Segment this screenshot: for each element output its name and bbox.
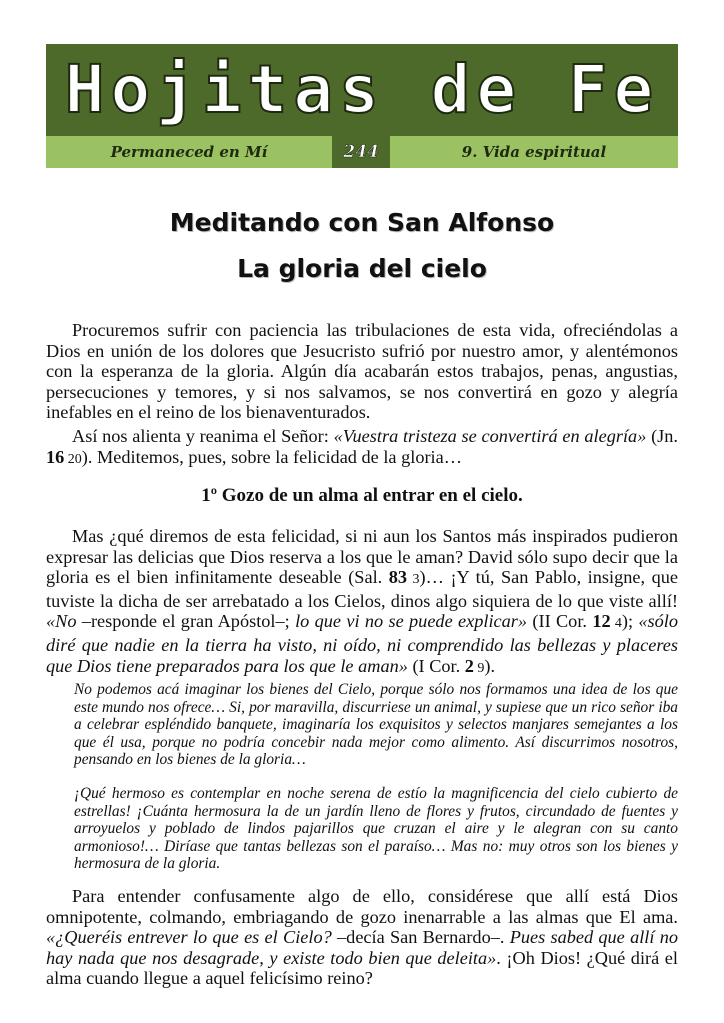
ref-chapter: 2 [464,655,474,676]
masthead [46,44,678,168]
section-heading: 1º Gozo de un alma al entrar en el cielo. [201,485,523,506]
ref-verse: 9 [473,660,485,676]
ref-verse: 20 [64,451,82,467]
ref-chapter: 16 [46,446,65,467]
quote-block-2: ¡Qué hermoso es contemplar en noche serena de estío la magnificencia del cielo cubierto de estrellas! ¡Cuánta hermosura la de un jardín lleno de flores y frutos, circundado de fuentes y arroyuelos y poblado de lindos pajarillos que cruzan el aire y le alegran con su canto armonioso!… Diríase que tantas bellezas son el paraíso… Mas no: muy otros son los bienes y hermosura de la gloria. [74,785,678,873]
section-name: 9. Vida espiritual [461,143,607,161]
paragraph-3: Mas ¿qué diremos de esta felicidad, si ni aun los Santos más inspirados pudieron expresar las delicias que Dios reserva a los que le aman? David sólo supo decir que la gloria es el bien infinitamente deseable (Sal. 83 3)… ¡Y tú, San Pablo, insigne, que tuviste la dicha de ser arrebatado a los Cielos, dinos algo siquiera de lo que viste allí! «No –responde el gran Apóstol–; lo que vi no se puede explicar» (II Cor. 12 4); «sólo diré que nadie en la tierra ha visto, ni oído, ni comprendido las bellezas y placeres que Dios tiene preparados para los que le aman» (I Cor. 2 9). [46,526,678,676]
article-supertitle: Meditando con San Alfonso [169,208,555,237]
publication-title: Hojitas de Fe [64,51,660,128]
ref-chapter: 12 [592,611,611,632]
ref-verse: 4 [610,616,622,632]
series-name: Permaneced en Mí [110,143,268,161]
ref-verse: 3 [407,572,420,588]
paragraph-4: Para entender confusamente algo de ello, considérese que allí está Dios omnipotente, colmando, embriagando de gozo inenarrable a las almas que El ama. «¿Queréis entrever lo que es el Cielo? –decía San Bernardo–. Pues sabed que allí no hay nada que nos desagrade, y existe todo bien que deleita». ¡Oh Dios! ¿Qué dirá el alma cuando llegue a aquel felicísimo reino? [46,886,678,989]
paragraph-1: Procuremos sufrir con paciencia las tribulaciones de esta vida, ofreciéndolas a Dios en unión de los dolores que Jesucristo sufrió por nuestro amor, y alentémonos con la esperanza de la gloria. Algún día acabarán estos trabajos, penas, angustias, persecuciones y temores, y si nos salvamos, se nos convertirá en gozo y alegría inefables en el reino de los bienaventurados. [46,320,678,423]
quote-block-1: No podemos acá imaginar los bienes del Cielo, porque sólo nos formamos una idea de los que este mundo nos ofrece… Si, por maravilla, discurriese un animal, y supiese que un rico señor iba a celebrar espléndido banquete, imaginaría los exquisitos y selectos manjares semejantes a los que él usa, porque no podría concebir nada mejor como alimento. Así discurrimos nosotros, pensando en los bienes de la gloria… [74,681,678,769]
masthead-banner [46,44,678,136]
ref-chapter: 83 [388,567,408,588]
issue-number: 244 [332,136,390,168]
scripture-quote: «Vuestra tristeza se convertirá en alegría» [333,426,647,446]
masthead-info-bar [46,136,678,168]
article-title: La gloria del cielo [237,254,487,283]
paragraph-2: Así nos alienta y reanima el Señor: «Vuestra tristeza se convertirá en alegría» (Jn. 16 20). Meditemos, pues, sobre la felicidad de la gloria… [46,426,678,467]
